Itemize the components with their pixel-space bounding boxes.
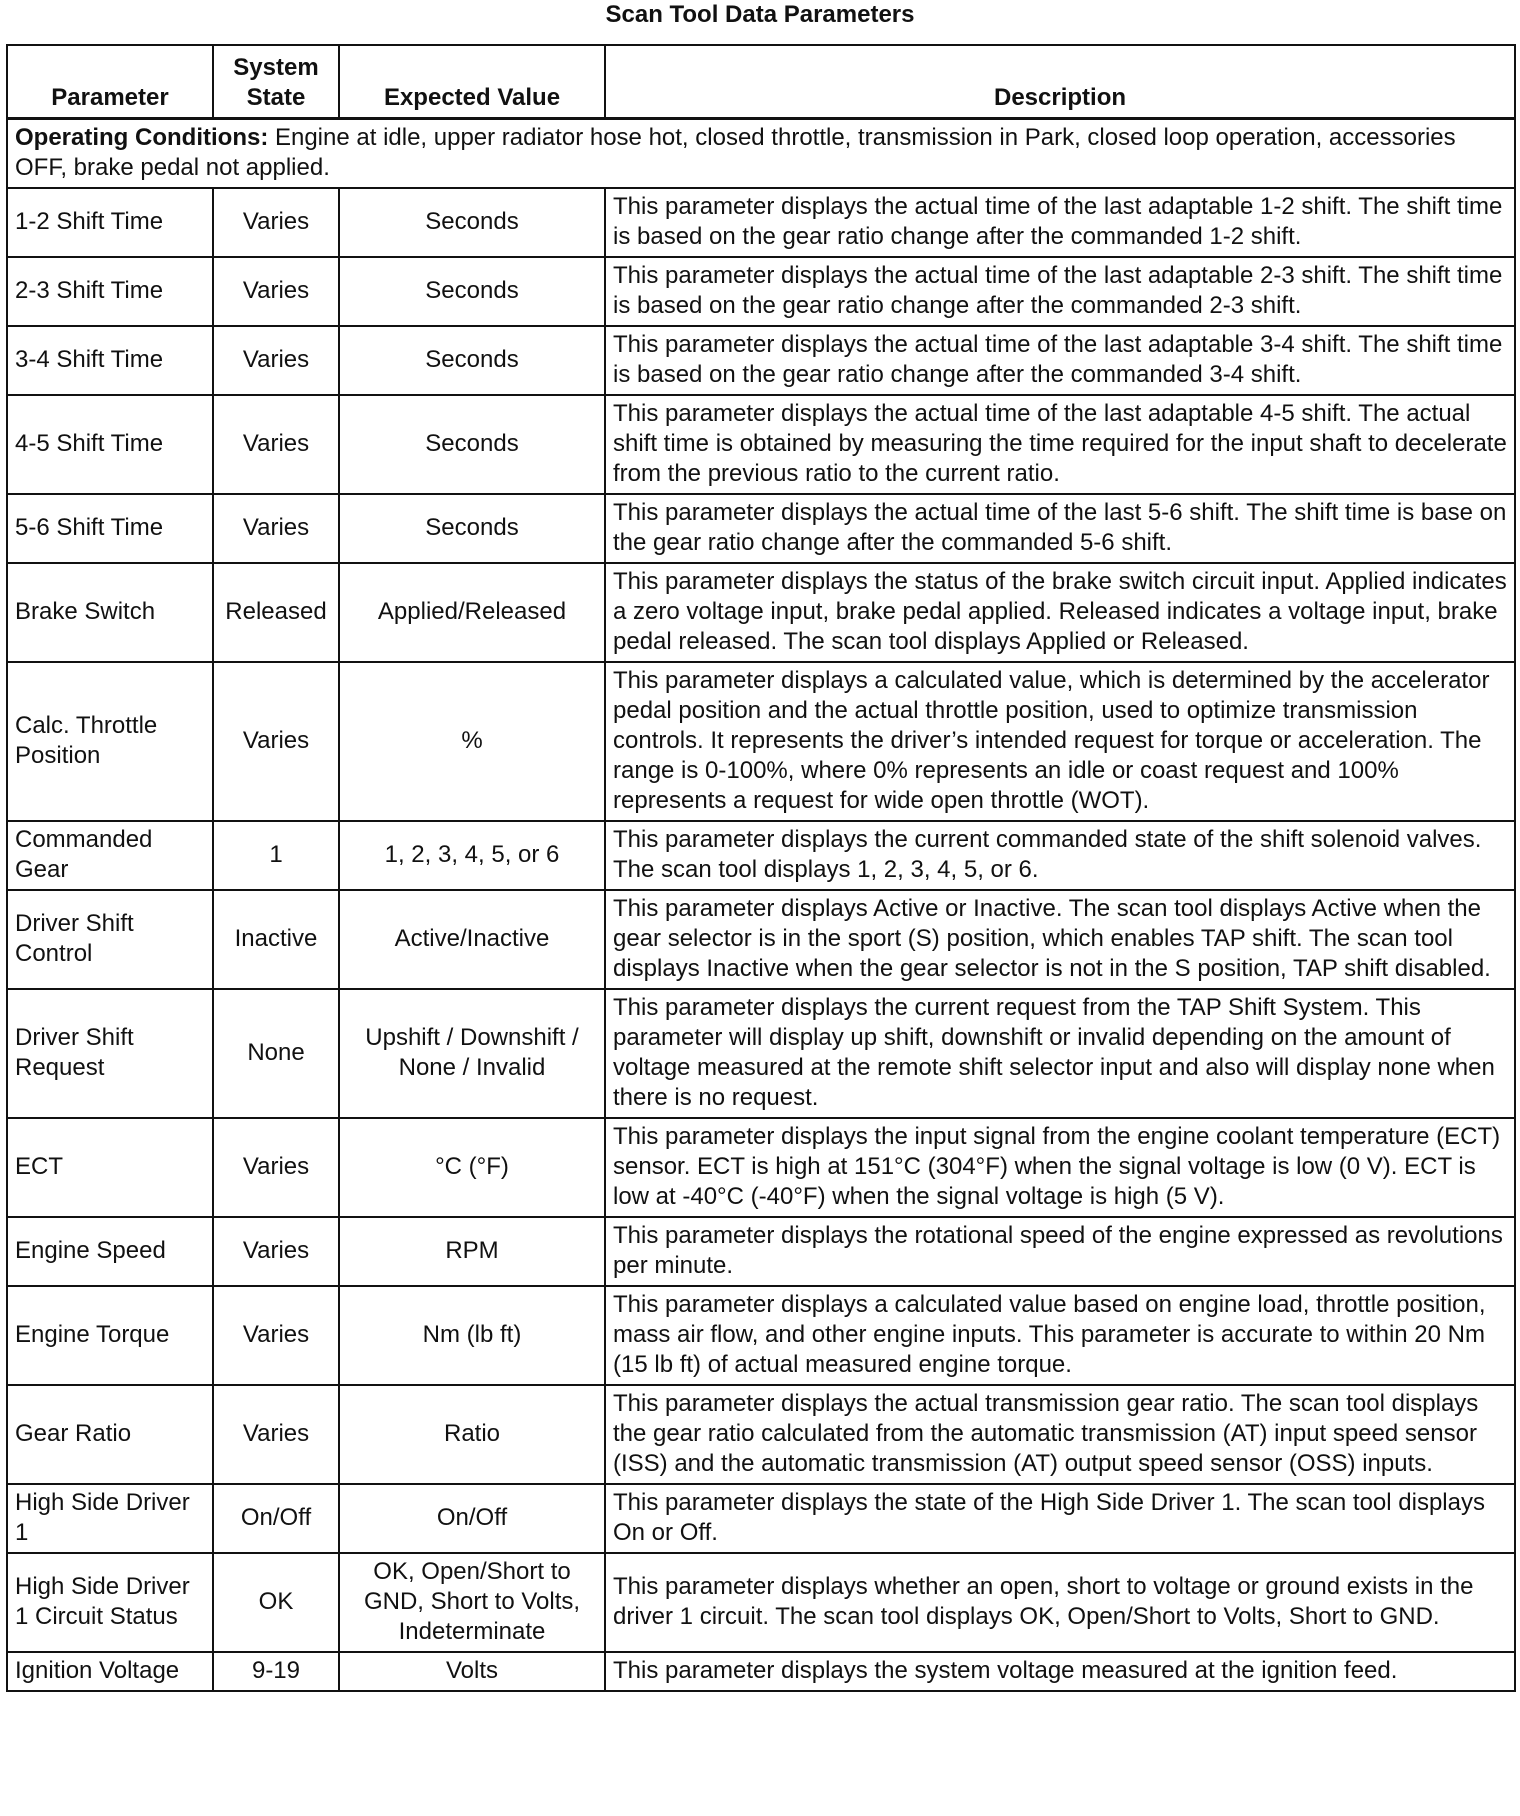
header-parameter: Parameter [7, 45, 213, 118]
operating-conditions-label: Operating Conditions: [15, 123, 269, 151]
operating-conditions-row [7, 118, 1515, 188]
table-row [7, 326, 1515, 395]
table-row [7, 1385, 1515, 1484]
parameter-cell: Brake Switch [7, 563, 213, 662]
table-row [7, 1553, 1515, 1652]
expected-value-cell: Volts [339, 1652, 605, 1691]
system-state-cell: Varies [213, 1385, 339, 1484]
header-expected-value: Expected Value [339, 45, 605, 118]
table-row [7, 188, 1515, 257]
parameter-cell: Engine Speed [7, 1217, 213, 1286]
parameter-cell: Driver Shift Request [7, 989, 213, 1118]
description-cell: This parameter displays the current request from the TAP Shift System. This parameter will display up shift, downshift or invalid depending on the amount of voltage measured at the remote shift selector input and also will display none when there is no request. [605, 989, 1515, 1118]
description-cell: This parameter displays the input signal from the engine coolant temperature (ECT) sensor. ECT is high at 151°C (304°F) when the signal voltage is low (0 V). ECT is low at -40°C (-40°F) when the signal voltage is high (5 V). [605, 1118, 1515, 1217]
system-state-cell: Varies [213, 188, 339, 257]
system-state-cell: None [213, 989, 339, 1118]
document-title: Scan Tool Data Parameters [605, 1, 915, 28]
description-cell: This parameter displays the actual time of the last adaptable 2-3 shift. The shift time is based on the gear ratio change after the commanded 2-3 shift. [605, 257, 1515, 326]
expected-value-cell: Seconds [339, 395, 605, 494]
operating-conditions-text: Engine at idle, upper radiator hose hot, closed throttle, transmission in Park, closed loop operation, accessories OFF, brake pedal not applied. [15, 123, 1456, 181]
system-state-cell: Inactive [213, 890, 339, 989]
expected-value-cell: Active/Inactive [339, 890, 605, 989]
table-row [7, 1286, 1515, 1385]
description-cell: This parameter displays Active or Inactive. The scan tool displays Active when the gear selector is in the sport (S) position, which enables TAP shift. The scan tool displays Inactive when the gear selector is not in the S position, TAP shift disabled. [605, 890, 1515, 989]
system-state-cell: Varies [213, 326, 339, 395]
header-row [7, 45, 1515, 118]
system-state-cell: Varies [213, 1217, 339, 1286]
parameter-cell: Commanded Gear [7, 821, 213, 890]
parameter-cell: 5-6 Shift Time [7, 494, 213, 563]
table-row [7, 662, 1515, 821]
system-state-cell: On/Off [213, 1484, 339, 1553]
description-cell: This parameter displays the actual time of the last 5-6 shift. The shift time is base on the gear ratio change after the commanded 5-6 shift. [605, 494, 1515, 563]
parameter-cell: 1-2 Shift Time [7, 188, 213, 257]
expected-value-cell: Seconds [339, 326, 605, 395]
description-cell: This parameter displays the actual time of the last adaptable 1-2 shift. The shift time is based on the gear ratio change after the commanded 1-2 shift. [605, 188, 1515, 257]
table-row [7, 1217, 1515, 1286]
expected-value-cell: On/Off [339, 1484, 605, 1553]
expected-value-cell: Nm (lb ft) [339, 1286, 605, 1385]
expected-value-cell: Ratio [339, 1385, 605, 1484]
expected-value-cell: Seconds [339, 494, 605, 563]
expected-value-cell: 1, 2, 3, 4, 5, or 6 [339, 821, 605, 890]
table-row [7, 1118, 1515, 1217]
parameter-cell: 3-4 Shift Time [7, 326, 213, 395]
system-state-cell: Varies [213, 257, 339, 326]
table-row [7, 494, 1515, 563]
system-state-cell: Varies [213, 395, 339, 494]
parameter-cell: 4-5 Shift Time [7, 395, 213, 494]
description-cell: This parameter displays the system voltage measured at the ignition feed. [605, 1652, 1515, 1691]
expected-value-cell: OK, Open/Short to GND, Short to Volts, Indeterminate [339, 1553, 605, 1652]
table-row [7, 890, 1515, 989]
expected-value-cell: RPM [339, 1217, 605, 1286]
description-cell: This parameter displays the state of the High Side Driver 1. The scan tool displays On or Off. [605, 1484, 1515, 1553]
operating-conditions [7, 118, 1515, 188]
header-system-state: System State [213, 45, 339, 118]
scan-tool-data-table [6, 44, 1516, 1692]
expected-value-cell: Seconds [339, 188, 605, 257]
table-row [7, 1652, 1515, 1691]
description-cell: This parameter displays the rotational speed of the engine expressed as revolutions per minute. [605, 1217, 1515, 1286]
parameter-cell: Calc. Throttle Position [7, 662, 213, 821]
parameter-cell: Ignition Voltage [7, 1652, 213, 1691]
parameter-cell: Driver Shift Control [7, 890, 213, 989]
table-row [7, 821, 1515, 890]
system-state-cell: Varies [213, 662, 339, 821]
system-state-cell: Released [213, 563, 339, 662]
system-state-cell: Varies [213, 494, 339, 563]
parameter-cell: Engine Torque [7, 1286, 213, 1385]
parameter-cell: 2-3 Shift Time [7, 257, 213, 326]
system-state-cell: OK [213, 1553, 339, 1652]
expected-value-cell: Applied/Released [339, 563, 605, 662]
parameter-cell: ECT [7, 1118, 213, 1217]
system-state-cell: Varies [213, 1118, 339, 1217]
description-cell: This parameter displays whether an open, short to voltage or ground exists in the driver 1 circuit. The scan tool displays OK, Open/Short to Volts, Short to GND. [605, 1553, 1515, 1652]
system-state-cell: 9-19 [213, 1652, 339, 1691]
header-description: Description [605, 45, 1515, 118]
expected-value-cell: % [339, 662, 605, 821]
table-row [7, 257, 1515, 326]
system-state-cell: 1 [213, 821, 339, 890]
expected-value-cell: Upshift / Downshift / None / Invalid [339, 989, 605, 1118]
expected-value-cell: Seconds [339, 257, 605, 326]
description-cell: This parameter displays a calculated value, which is determined by the accelerator pedal position and the actual throttle position, used to optimize transmission controls. It represents the driver’s intended request for torque or acceleration. The range is 0-100%, where 0% represents an idle or coast request and 100% represents a request for wide open throttle (WOT). [605, 662, 1515, 821]
description-cell: This parameter displays the status of the brake switch circuit input. Applied indicates a zero voltage input, brake pedal applied. Released indicates a voltage input, brake pedal released. The scan tool displays Applied or Released. [605, 563, 1515, 662]
parameter-cell: High Side Driver 1 [7, 1484, 213, 1553]
table-row [7, 395, 1515, 494]
description-cell: This parameter displays the actual time of the last adaptable 4-5 shift. The actual shift time is obtained by measuring the time required for the input shaft to decelerate from the previous ratio to the current ratio. [605, 395, 1515, 494]
table-row [7, 563, 1515, 662]
expected-value-cell: °C (°F) [339, 1118, 605, 1217]
description-cell: This parameter displays the current commanded state of the shift solenoid valves. The scan tool displays 1, 2, 3, 4, 5, or 6. [605, 821, 1515, 890]
system-state-cell: Varies [213, 1286, 339, 1385]
description-cell: This parameter displays the actual time of the last adaptable 3-4 shift. The shift time is based on the gear ratio change after the commanded 3-4 shift. [605, 326, 1515, 395]
parameter-cell: High Side Driver 1 Circuit Status [7, 1553, 213, 1652]
table-row [7, 1484, 1515, 1553]
parameter-cell: Gear Ratio [7, 1385, 213, 1484]
description-cell: This parameter displays a calculated value based on engine load, throttle position, mass air flow, and other engine inputs. This parameter is accurate to within 20 Nm (15 lb ft) of actual measured engine torque. [605, 1286, 1515, 1385]
table-row [7, 989, 1515, 1118]
description-cell: This parameter displays the actual transmission gear ratio. The scan tool displays the gear ratio calculated from the automatic transmission (AT) input speed sensor (ISS) and the automatic transmission (AT) output speed sensor (OSS) inputs. [605, 1385, 1515, 1484]
